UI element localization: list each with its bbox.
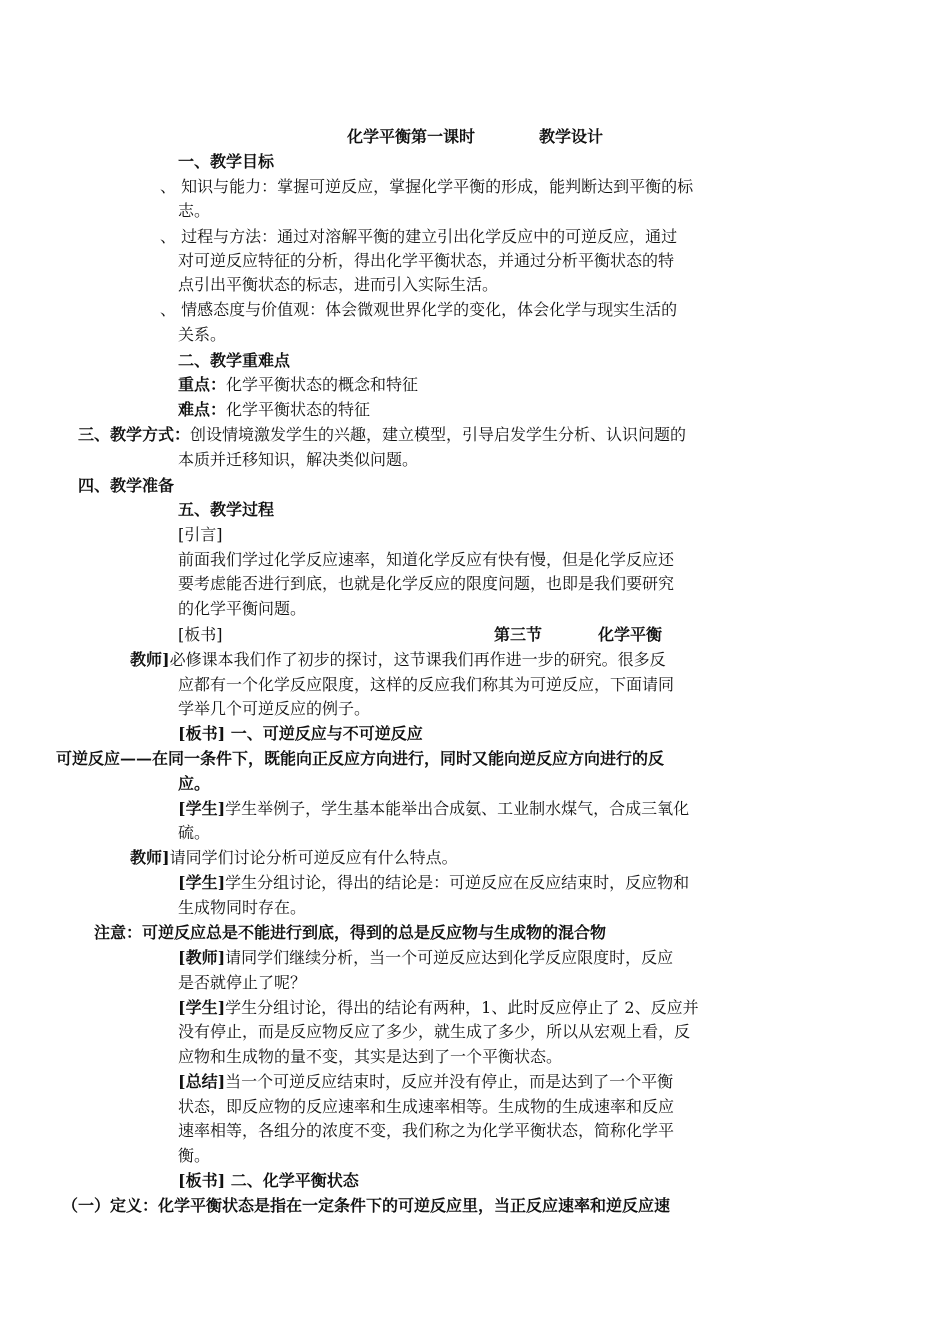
student-3-line-2: 没有停止，而是反应物反应了多少，就生成了多少，所以从宏观上看，反 bbox=[178, 1022, 691, 1041]
student-3-line-3: 应物和生成物的量不变，其实是达到了一个平衡状态。 bbox=[178, 1047, 563, 1066]
teacher-1-line-1 bbox=[130, 649, 666, 671]
board-3: [板书] 二、化学平衡状态 bbox=[178, 1171, 359, 1190]
title-right: 教学设计 bbox=[539, 127, 604, 146]
objective-1-line-1: 、 知识与能力：掌握可逆反应，掌握化学平衡的形成，能判断达到平衡的标 bbox=[160, 177, 694, 196]
document-title bbox=[0, 126, 950, 148]
board-1-tag: [板书] bbox=[178, 625, 223, 644]
board-1-heading bbox=[494, 624, 662, 646]
teacher-1-line-3: 学举几个可逆反应的例子。 bbox=[178, 699, 371, 718]
student-1-text: 学生举例子，学生基本能举出合成氨、工业制水煤气，合成三氧化 bbox=[225, 799, 690, 818]
teacher-1-text: 必修课本我们作了初步的探讨，这节课我们再作进一步的研究。很多反 bbox=[169, 650, 666, 669]
teacher-3-line-2: 是否就停止了呢？ bbox=[178, 973, 307, 992]
student-1-line-2: 硫。 bbox=[178, 823, 211, 842]
definition-2-line-1: （一）定义：化学平衡状态是指在一定条件下的可逆反应里，当正反应速率和逆反应速 bbox=[62, 1196, 671, 1215]
summary-text: 当一个可逆反应结束时，反应并没有停止，而是达到了一个平衡 bbox=[225, 1072, 674, 1091]
section-method-text: 创设情境激发学生的兴趣，建立模型，引导启发学生分析、认识问题的 bbox=[190, 425, 687, 444]
intro-line-2: 要考虑能否进行到底，也就是化学反应的限度问题，也即是我们要研究 bbox=[178, 574, 675, 593]
board-1-section: 第三节 bbox=[494, 625, 543, 644]
objective-2-line-1: 、 过程与方法：通过对溶解平衡的建立引出化学反应中的可逆反应，通过 bbox=[160, 227, 678, 246]
student-2-line-2: 生成物同时存在。 bbox=[178, 898, 307, 917]
difficult-point bbox=[178, 399, 370, 421]
student-3-tag: [学生] bbox=[178, 998, 226, 1017]
difficult-point-text: 化学平衡状态的特征 bbox=[226, 400, 371, 419]
definition-1-line-2: 应。 bbox=[178, 774, 211, 793]
objective-3-line-1: 、 情感态度与价值观：体会微观世界化学的变化，体会化学与现实生活的 bbox=[160, 300, 678, 319]
intro-line-1: 前面我们学过化学反应速率，知道化学反应有快有慢，但是化学反应还 bbox=[178, 550, 675, 569]
teacher-2-line bbox=[130, 847, 458, 869]
teacher-3-tag: [教师] bbox=[178, 948, 226, 967]
section-process-heading: 五、教学过程 bbox=[178, 500, 275, 519]
board-2: [板书] 一、可逆反应与不可逆反应 bbox=[178, 724, 423, 743]
summary-line-1 bbox=[178, 1071, 673, 1093]
section-objectives-heading: 一、教学目标 bbox=[178, 152, 275, 171]
student-2-text: 学生分组讨论，得出的结论是：可逆反应在反应结束时，反应物和 bbox=[225, 873, 690, 892]
section-method-line-1 bbox=[78, 424, 686, 446]
definition-1-line-1: 可逆反应——在同一条件下，既能向正反应方向进行，同时又能向逆反应方向进行的反 bbox=[56, 749, 665, 768]
intro-line-3: 的化学平衡问题。 bbox=[178, 599, 307, 618]
summary-line-2: 状态，即反应物的反应速率和生成速率相等。生成物的生成速率和反应 bbox=[178, 1097, 675, 1116]
objective-1-line-2: 志。 bbox=[178, 201, 211, 220]
student-1-tag: [学生] bbox=[178, 799, 226, 818]
title-left: 化学平衡第一课时 bbox=[346, 127, 475, 146]
student-2-line-1 bbox=[178, 872, 689, 894]
section-method-label: 三、教学方式： bbox=[78, 425, 191, 444]
summary-line-4: 衡。 bbox=[178, 1146, 211, 1165]
section-key-points-heading: 二、教学重难点 bbox=[178, 351, 291, 370]
teacher-1-label: 教师] bbox=[130, 650, 170, 669]
teacher-3-text: 请同学们继续分析，当一个可逆反应达到化学反应限度时，反应 bbox=[225, 948, 674, 967]
teacher-2-text: 请同学们讨论分析可逆反应有什么特点。 bbox=[169, 848, 458, 867]
student-3-line-1 bbox=[178, 997, 699, 1019]
summary-line-3: 速率相等，各组分的浓度不变，我们称之为化学平衡状态，简称化学平 bbox=[178, 1121, 675, 1140]
student-2-tag: [学生] bbox=[178, 873, 226, 892]
key-point-label: 重点： bbox=[178, 375, 227, 394]
objective-3-line-2: 关系。 bbox=[178, 325, 227, 344]
section-method-line-2: 本质并迁移知识，解决类似问题。 bbox=[178, 450, 419, 469]
board-1-title: 化学平衡 bbox=[598, 625, 663, 644]
objective-2-line-3: 点引出平衡状态的标志，进而引入实际生活。 bbox=[178, 275, 499, 294]
key-point bbox=[178, 374, 418, 396]
objective-2-line-2: 对可逆反应特征的分析，得出化学平衡状态，并通过分析平衡状态的特 bbox=[178, 251, 675, 270]
student-1-line-1 bbox=[178, 798, 689, 820]
key-point-text: 化学平衡状态的概念和特征 bbox=[226, 375, 419, 394]
student-3-text: 学生分组讨论，得出的结论有两种，1、此时反应停止了 2、反应并 bbox=[225, 998, 699, 1017]
teacher-1-line-2: 应都有一个化学反应限度，这样的反应我们称其为可逆反应，下面请同 bbox=[178, 675, 675, 694]
teacher-2-label: 教师] bbox=[130, 848, 170, 867]
teacher-3-line-1 bbox=[178, 947, 673, 969]
section-preparation-heading: 四、教学准备 bbox=[78, 476, 175, 495]
summary-tag: [总结] bbox=[178, 1072, 226, 1091]
intro-tag: [引言] bbox=[178, 525, 223, 544]
note-line: 注意：可逆反应总是不能进行到底，得到的总是反应物与生成物的混合物 bbox=[94, 923, 607, 942]
difficult-point-label: 难点： bbox=[178, 400, 227, 419]
